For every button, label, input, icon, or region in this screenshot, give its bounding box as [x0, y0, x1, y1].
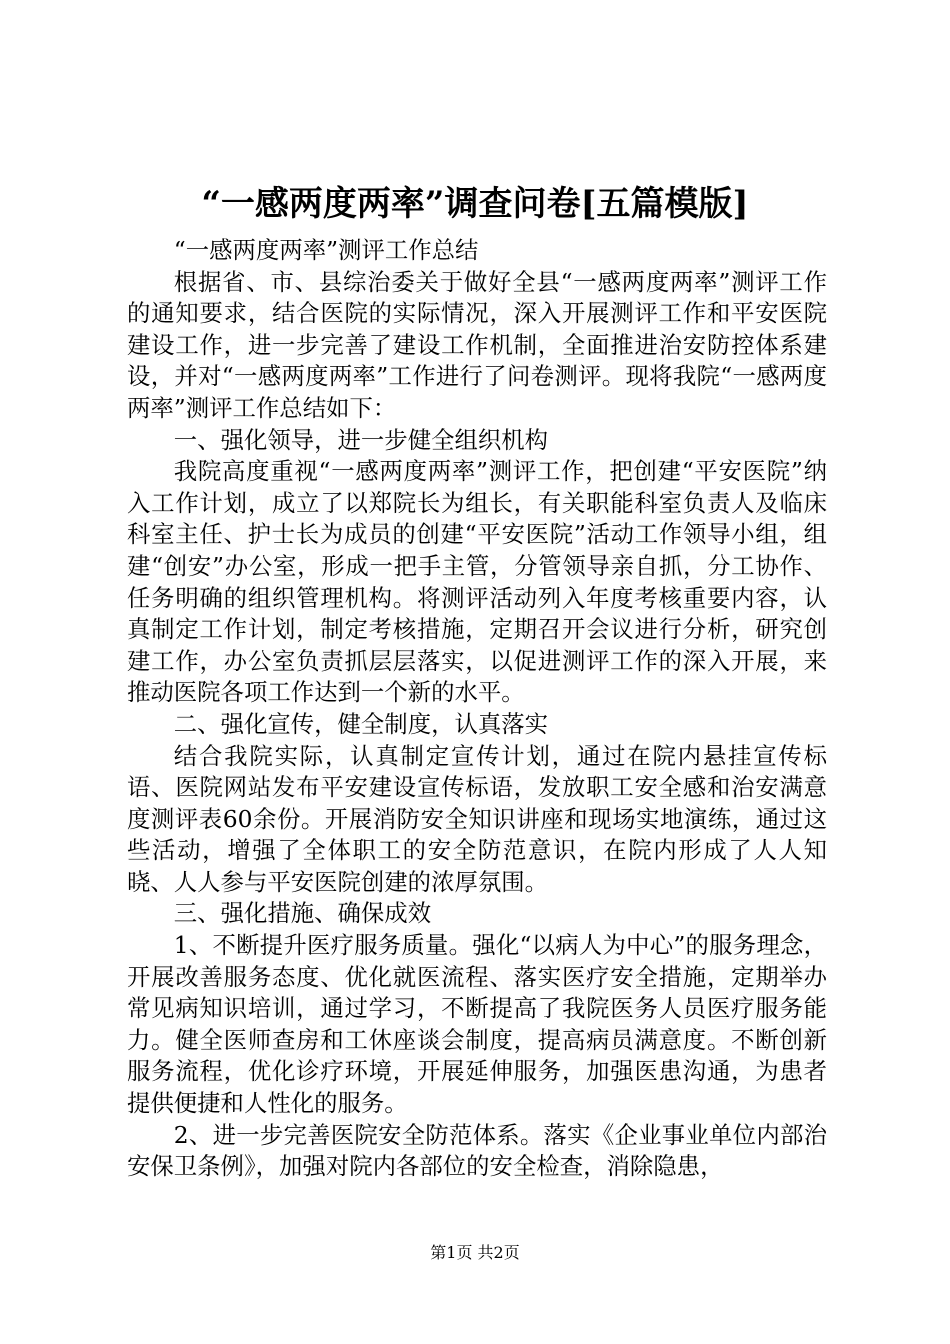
paragraph-section-2: 结合我院实际，认真制定宣传计划，通过在院内悬挂宣传标语、医院网站发布平安建设宣传标语，发放职工安全感和治安满意度测评表60余份。开展消防安全知识讲座和现场实地演练，通过这些活动，增强了全体职工的安全防范意识，在院内形成了人人知晓、人人参与平安医院创建的浓厚氛围。 [127, 741, 827, 896]
paragraph-item-1: 1、不断提升医疗服务质量。强化“以病人为中心”的服务理念，开展改善服务态度、优化就医流程、落实医疗安全措施，定期举办常见病知识培训，通过学习，不断提高了我院医务人员医疗服务能力。健全医师查房和工休座谈会制度，提高病员满意度。不断创新服务流程，优化诊疗环境，开展延伸服务，加强医患沟通，为患者提供便捷和人性化的服务。 [127, 931, 827, 1118]
paragraph-intro: 根据省、市、县综治委关于做好全县“一感两度两率”测评工作的通知要求，结合医院的实际情况，深入开展测评工作和平安医院建设工作，进一步完善了建设工作机制，全面推进治安防控体系建设，并对“一感两度两率”工作进行了问卷测评。现将我院“一感两度两率”测评工作总结如下： [127, 267, 827, 422]
page-number-footer: 第1页 共2页 [430, 1243, 520, 1262]
section-heading-2: 二、强化宣传，健全制度，认真落实 [173, 709, 549, 738]
document-title: “一感两度两率”调查问卷[五篇模版] [201, 184, 749, 224]
paragraph-section-1: 我院高度重视“一感两度两率”测评工作，把创建“平安医院”纳入工作计划，成立了以郑院长为组长，有关职能科室负责人及临床科室主任、护士长为成员的创建“平安医院”活动工作领导小组，组建“创安”办公室，形成一把手主管，分管领导亲自抓，分工协作、任务明确的组织管理机构。将测评活动列入年度考核重要内容，认真制定工作计划，制定考核措施，定期召开会议进行分析，研究创建工作，办公室负责抓层层落实，以促进测评工作的深入开展，来推动医院各项工作达到一个新的水平。 [127, 457, 827, 707]
document-body [127, 235, 827, 1183]
section-heading-1: 一、强化领导，进一步健全组织机构 [173, 425, 549, 454]
section-heading-3: 三、强化措施、确保成效 [173, 899, 432, 928]
subtitle: “一感两度两率”测评工作总结 [173, 236, 479, 264]
paragraph-item-2: 2、进一步完善医院安全防范体系。落实《企业事业单位内部治安保卫条例》，加强对院内各部位的安全检查，消除隐患， [127, 1120, 827, 1181]
